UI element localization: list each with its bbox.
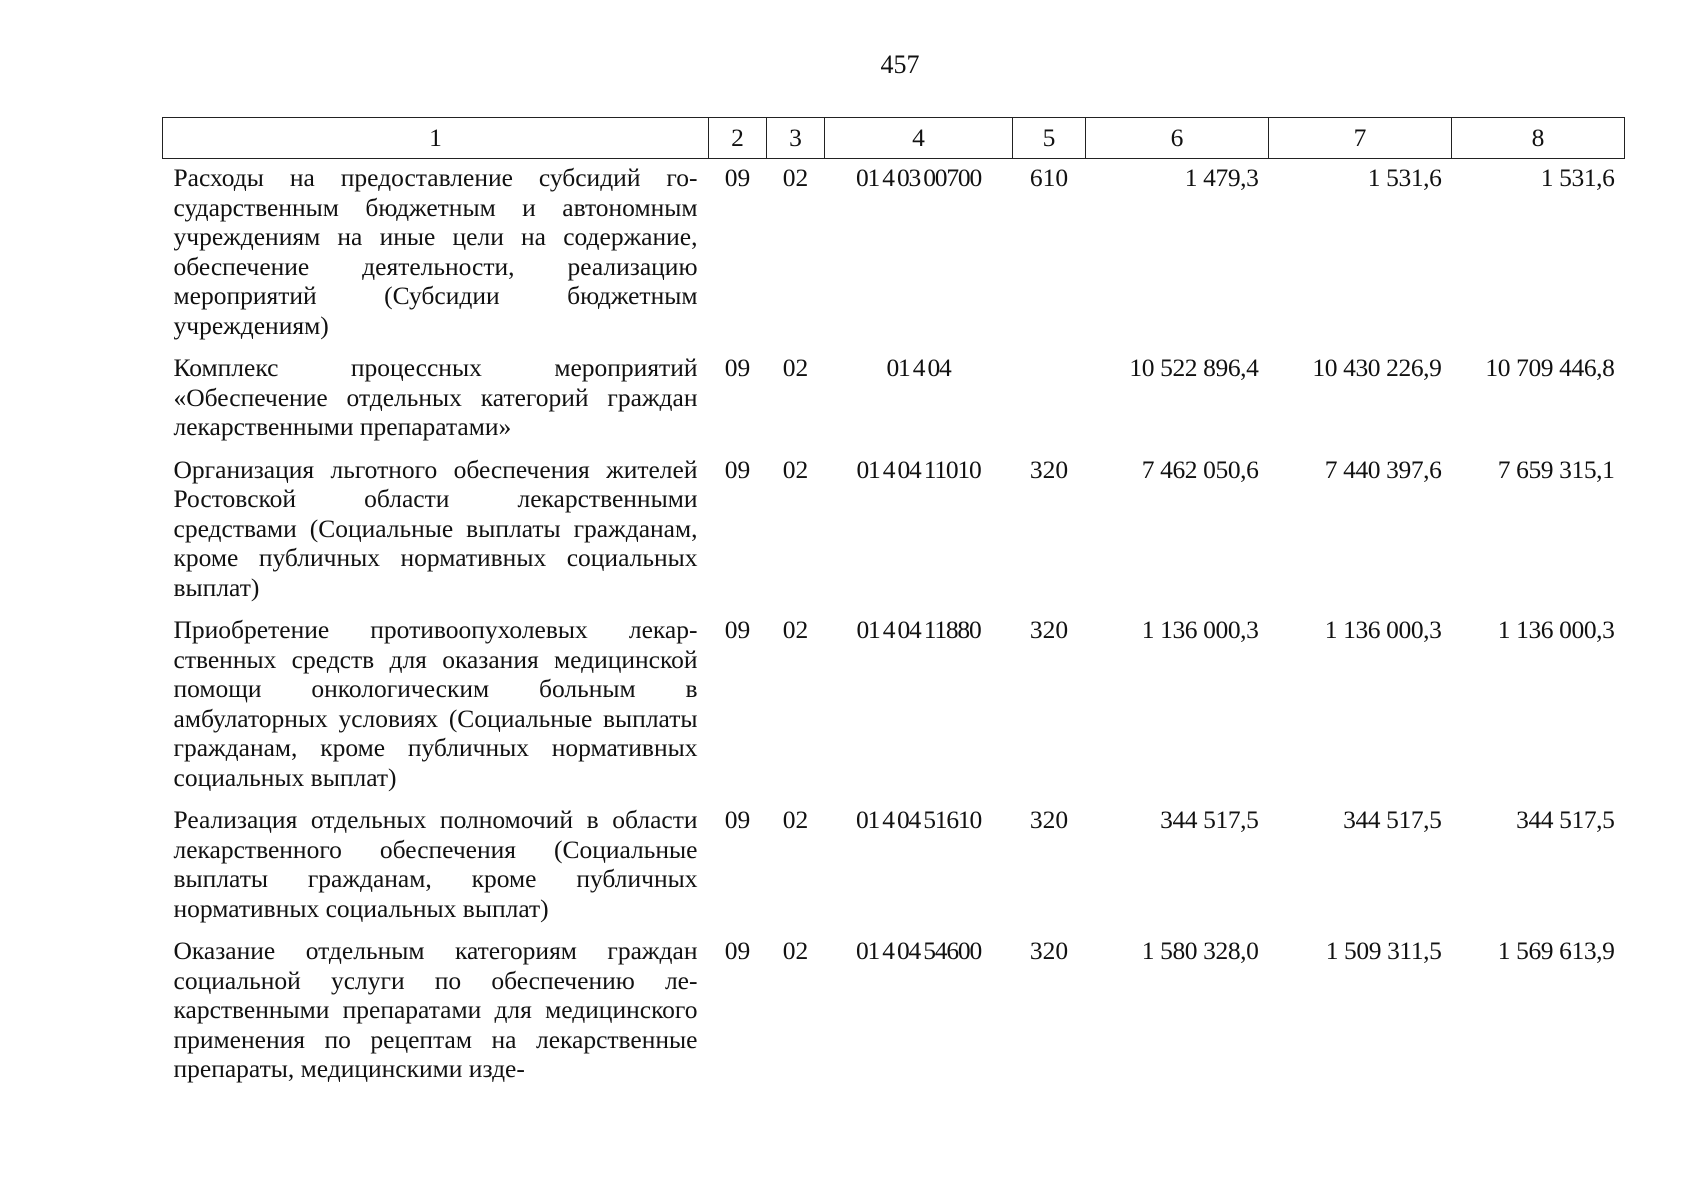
table-row — [163, 932, 1625, 1093]
table-row — [163, 159, 1625, 350]
row-section: 09 — [724, 805, 751, 834]
row-name: Расходы на предоставление субсидий государственным бюджетным и автономным учреждениям на иные цели на содержание, обеспечение деятельности, реализацию мероприятий (Субсидии бюджетным учреждениям) — [173, 163, 698, 340]
header-cell-6: 6 — [1086, 118, 1269, 159]
row-amount-year-1: 1 580 328,0 — [1141, 936, 1259, 965]
header-cell-1: 1 — [163, 118, 709, 159]
row-amount-year-3: 7 659 315,1 — [1497, 454, 1615, 484]
budget-table — [162, 117, 1625, 1093]
header-row — [163, 118, 1625, 159]
row-target-code: 01 4 04 11880 — [856, 615, 981, 644]
row-target-code: 01 4 04 11010 — [856, 454, 981, 484]
row-subsection: 02 — [782, 615, 809, 644]
header-cell-5: 5 — [1013, 118, 1086, 159]
row-amount-year-1: 10 522 896,4 — [1129, 353, 1259, 382]
row-amount-year-3: 1 136 000,3 — [1497, 615, 1615, 644]
header-cell-4: 4 — [825, 118, 1013, 159]
row-name: Приобретение противоопухолевых лекарственных средств для оказания медицинской помощи онкологическим больным в амбулаторных условиях (Социальные выплаты гражданам, кроме публичных нормативных социальных выплат) — [173, 615, 698, 792]
row-target-code: 01 4 04 — [886, 353, 951, 382]
row-target-code: 01 4 04 51610 — [855, 805, 982, 834]
row-subsection: 02 — [782, 353, 809, 382]
row-expense-type: 610 — [1029, 163, 1069, 192]
row-name: Реализация отдельных полномочий в области лекарственного обеспечения (Социальные выплаты гражданам, кроме публичных нормативных социальных выплат) — [173, 805, 698, 923]
table-row — [163, 349, 1625, 451]
row-section: 09 — [724, 353, 751, 382]
row-expense-type — [1013, 349, 1086, 451]
table-row — [163, 451, 1625, 612]
row-expense-type: 320 — [1029, 615, 1069, 644]
header-cell-8: 8 — [1452, 118, 1625, 159]
row-expense-type: 320 — [1029, 936, 1069, 965]
row-amount-year-3: 344 517,5 — [1516, 805, 1615, 834]
row-target-code: 01 4 03 00700 — [855, 163, 982, 192]
table-row — [163, 611, 1625, 801]
row-name: Организация льготного обеспечения жителей Ростовской области лекарственными средствами (Социальные выплаты гражданам, кроме публичных нормативных социальных выплат) — [173, 454, 698, 602]
row-amount-year-2: 1 509 311,5 — [1325, 936, 1442, 965]
row-amount-year-1: 1 479,3 — [1184, 163, 1259, 192]
row-subsection: 02 — [782, 936, 809, 965]
row-amount-year-3: 1 569 613,9 — [1497, 936, 1615, 965]
row-amount-year-2: 7 440 397,6 — [1324, 454, 1442, 484]
row-amount-year-1: 1 136 000,3 — [1141, 615, 1259, 644]
row-amount-year-1: 344 517,5 — [1160, 805, 1259, 834]
row-expense-type: 320 — [1029, 805, 1069, 834]
row-section: 09 — [724, 615, 751, 644]
row-amount-year-2: 10 430 226,9 — [1312, 353, 1442, 382]
row-amount-year-3: 10 709 446,8 — [1485, 353, 1615, 382]
header-cell-3: 3 — [767, 118, 825, 159]
row-target-code: 01 4 04 54600 — [855, 936, 982, 965]
row-amount-year-2: 344 517,5 — [1343, 805, 1442, 834]
row-name: Оказание отдельным категориям граждан социальной услуги по обеспечению лекарственными препаратами для медицинского применения по рецептам на лекарственные препараты, медицинскими изде- — [173, 936, 698, 1083]
row-amount-year-2: 1 531,6 — [1367, 163, 1442, 192]
row-section: 09 — [724, 163, 751, 192]
row-subsection: 02 — [782, 454, 809, 484]
row-expense-type: 320 — [1029, 454, 1069, 484]
table-row — [163, 801, 1625, 932]
row-section: 09 — [724, 454, 751, 484]
row-subsection: 02 — [782, 805, 809, 834]
page-number: 457 — [880, 50, 920, 79]
row-amount-year-3: 1 531,6 — [1540, 163, 1615, 192]
row-amount-year-1: 7 462 050,6 — [1141, 454, 1259, 484]
header-cell-7: 7 — [1269, 118, 1452, 159]
row-name: Комплекс процессных мероприятий «Обеспечение отдельных категорий граждан лекарственными препаратами» — [173, 353, 698, 441]
row-amount-year-2: 1 136 000,3 — [1324, 615, 1442, 644]
row-subsection: 02 — [782, 163, 809, 192]
header-cell-2: 2 — [709, 118, 767, 159]
row-section: 09 — [724, 936, 751, 965]
